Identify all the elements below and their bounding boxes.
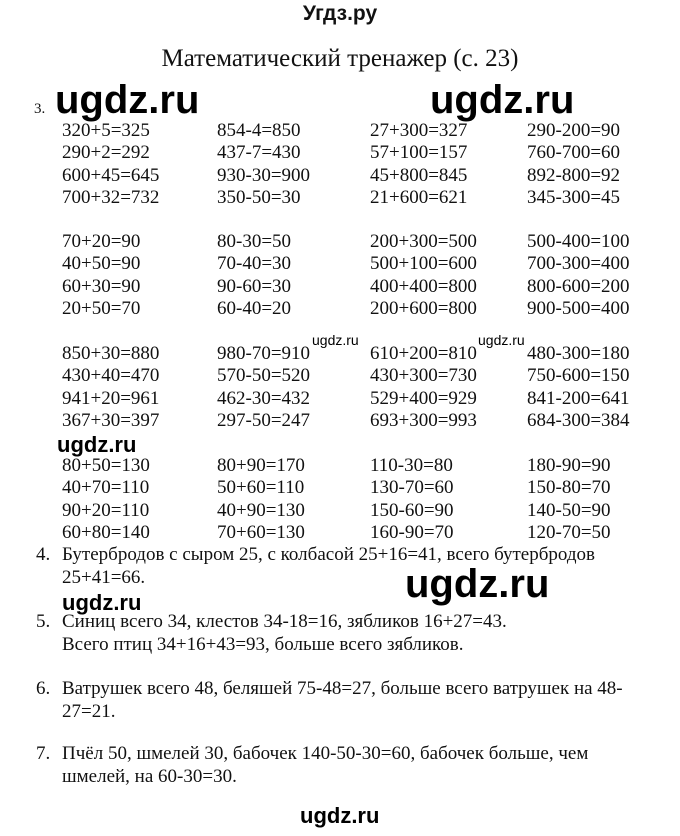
equation: 462-30=432 — [217, 387, 311, 409]
watermark: ugdz.ru — [478, 332, 525, 348]
task-number: 4. — [36, 544, 51, 565]
equation: 130-70=60 — [370, 477, 454, 499]
task-text-line: шмелей, на 60-30=30. — [62, 766, 237, 787]
equation: 90+20=110 — [62, 499, 150, 521]
equation: 980-70=910 — [217, 343, 311, 364]
equation: 140-50=90 — [527, 499, 611, 521]
equation: 110-30=80 — [370, 455, 453, 476]
equation: 200+600=800 — [370, 297, 477, 319]
equation: 20+50=70 — [62, 297, 141, 319]
watermark: ugdz.ru — [62, 590, 142, 615]
equation: 60+80=140 — [62, 521, 150, 543]
task-text-line: 27=21. — [62, 701, 116, 722]
equation: 70+60=130 — [217, 521, 305, 543]
watermark: ugdz.ru — [55, 78, 200, 122]
equation: 430+300=730 — [370, 365, 477, 387]
equation: 850+30=880 — [62, 343, 160, 364]
task-text-line: 25+41=66. — [62, 567, 146, 588]
watermark: ugdz.ru — [405, 562, 550, 606]
equation: 693+300=993 — [370, 409, 477, 431]
equation: 345-300=45 — [527, 186, 621, 208]
watermark: ugdz.ru — [430, 78, 575, 122]
equation: 80+90=170 — [217, 455, 305, 476]
equation: 320+5=325 — [62, 120, 150, 141]
equation: 70-40=30 — [217, 253, 292, 275]
equation: 437-7=430 — [217, 142, 301, 164]
equation: 430+40=470 — [62, 365, 160, 387]
watermark: ugdz.ru — [300, 803, 380, 828]
equation: 57+100=157 — [370, 142, 468, 164]
equation: 941+20=961 — [62, 387, 160, 409]
task-text-line: Всего птиц 34+16+43=93, больше всего зябликов. — [62, 634, 464, 655]
page-title: Математический тренажер (с. 23) — [161, 45, 519, 72]
equation: 600+45=645 — [62, 164, 160, 186]
equation: 120-70=50 — [527, 521, 611, 543]
equation: 750-600=150 — [527, 365, 630, 387]
equation: 21+600=621 — [370, 186, 468, 208]
equation: 60-40=20 — [217, 297, 292, 319]
equation: 80+50=130 — [62, 455, 150, 476]
equation: 40+70=110 — [62, 477, 150, 499]
task-text-line: Синиц всего 34, клестов 34-18=16, зябликов 16+27=43. — [62, 611, 507, 632]
equation: 570-50=520 — [217, 365, 311, 387]
equation: 892-800=92 — [527, 164, 621, 186]
site-title: Угдз.ру — [302, 2, 378, 25]
equation: 854-4=850 — [217, 120, 301, 141]
task-3-number: 3. — [34, 101, 46, 117]
equation: 684-300=384 — [527, 409, 630, 431]
equation: 500-400=100 — [527, 231, 630, 252]
equation: 70+20=90 — [62, 231, 141, 252]
equation: 760-700=60 — [527, 142, 621, 164]
equation: 180-90=90 — [527, 455, 611, 476]
equation: 700-300=400 — [527, 253, 630, 275]
task-text-line: Пчёл 50, шмелей 30, бабочек 140-50-30=60, бабочек больше, чем — [62, 743, 589, 764]
equation: 45+800=845 — [370, 164, 468, 186]
equation: 60+30=90 — [62, 275, 141, 297]
equation: 700+32=732 — [62, 186, 160, 208]
equation: 400+400=800 — [370, 275, 477, 297]
equation: 90-60=30 — [217, 275, 292, 297]
equation: 80-30=50 — [217, 231, 292, 252]
equation: 27+300=327 — [370, 120, 468, 141]
equation: 350-50=30 — [217, 186, 301, 208]
equation: 800-600=200 — [527, 275, 630, 297]
equation: 50+60=110 — [217, 477, 305, 499]
task-text-line: Бутербродов с сыром 25, с колбасой 25+16=41, всего бутербродов — [62, 544, 596, 565]
task-text-line: Ватрушек всего 48, беляшей 75-48=27, больше всего ватрушек на 48- — [62, 678, 623, 699]
task-number: 6. — [36, 678, 51, 699]
equation: 40+90=130 — [217, 499, 305, 521]
equation: 297-50=247 — [217, 409, 311, 431]
equation: 610+200=810 — [370, 343, 477, 364]
equation: 900-500=400 — [527, 297, 630, 319]
equation: 200+300=500 — [370, 231, 477, 252]
equation: 290+2=292 — [62, 142, 150, 164]
watermark: ugdz.ru — [312, 332, 359, 348]
equation: 367+30=397 — [62, 409, 160, 431]
equation: 500+100=600 — [370, 253, 477, 275]
equation: 150-60=90 — [370, 499, 454, 521]
equation: 480-300=180 — [527, 343, 630, 364]
task-number: 7. — [36, 743, 51, 764]
equation: 150-80=70 — [527, 477, 611, 499]
equation: 841-200=641 — [527, 387, 630, 409]
watermark: ugdz.ru — [57, 432, 137, 457]
equation: 529+400=929 — [370, 387, 477, 409]
equation: 160-90=70 — [370, 521, 454, 543]
equation: 930-30=900 — [217, 164, 311, 186]
equation: 40+50=90 — [62, 253, 141, 275]
equation: 290-200=90 — [527, 120, 621, 141]
task-number: 5. — [36, 611, 51, 632]
